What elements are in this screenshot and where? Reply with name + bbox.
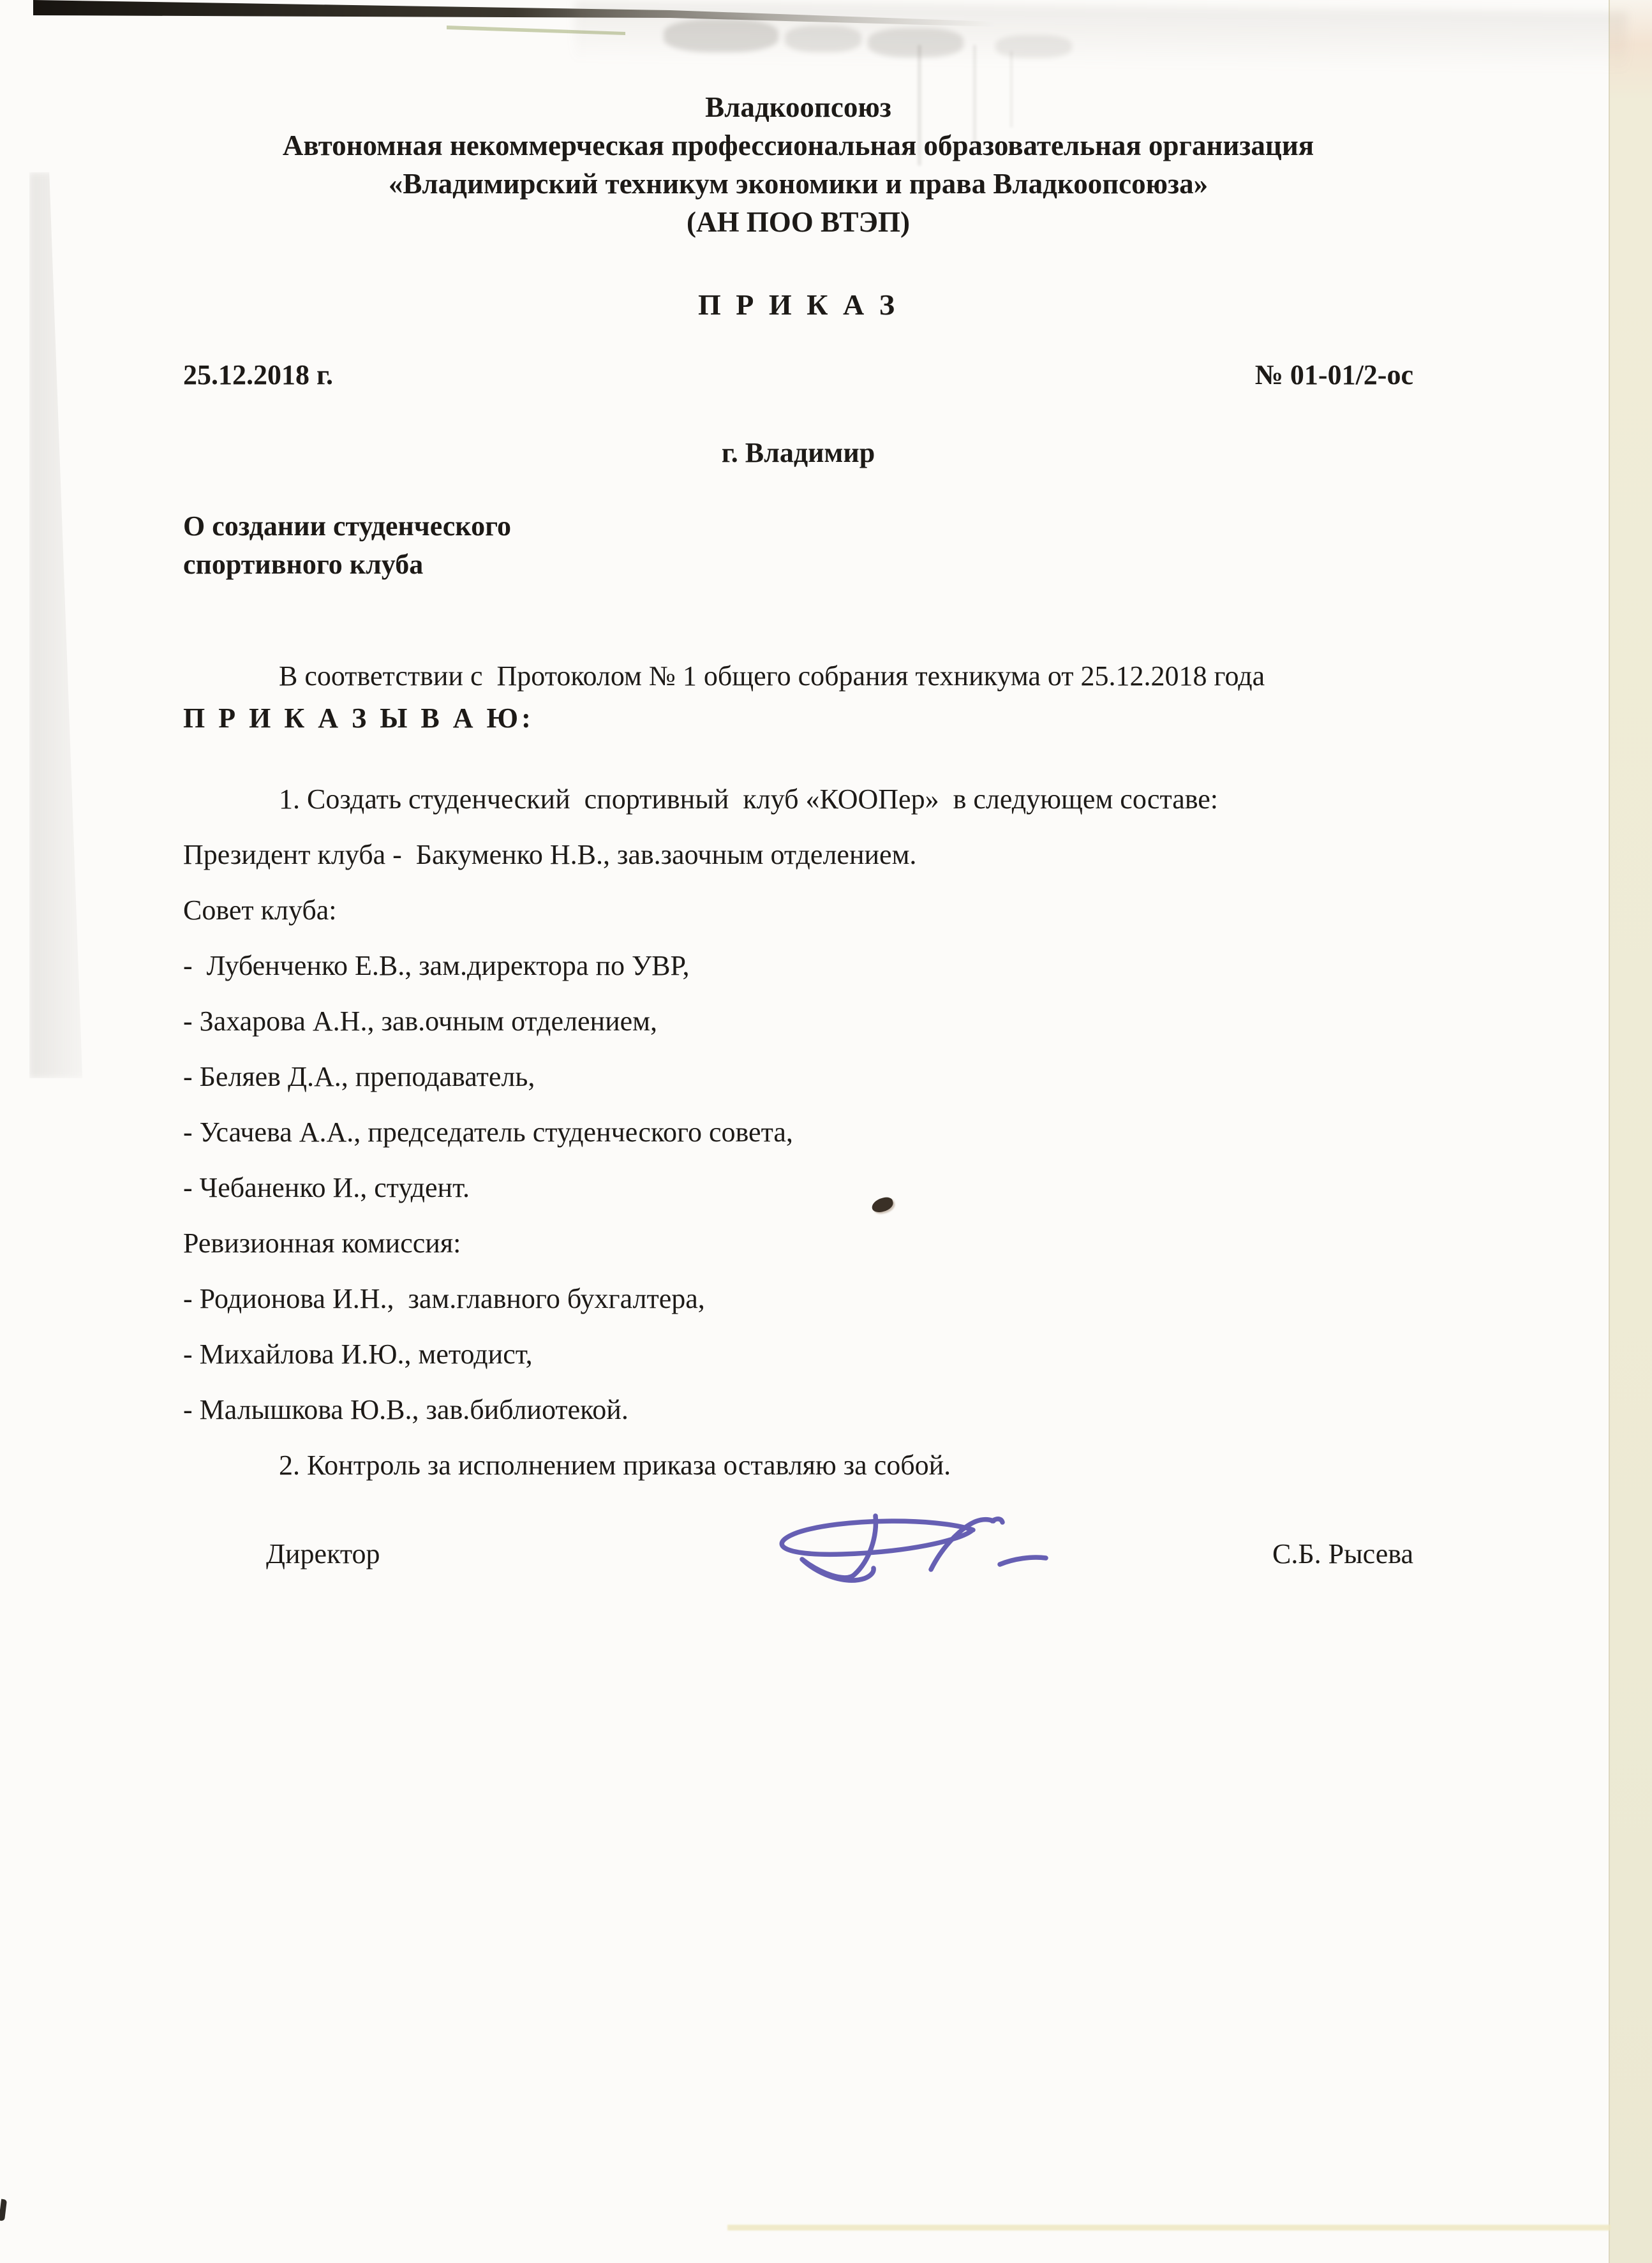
order-item-2: 2. Контроль за исполнением приказа оставляю за собой. bbox=[279, 1450, 951, 1481]
director-signature bbox=[743, 1511, 1075, 1658]
list-line: - Чебаненко И., студент. bbox=[183, 1172, 470, 1203]
scan-bottom-edge bbox=[727, 2225, 1611, 2230]
list-line-council-header: Совет клуба: bbox=[183, 894, 337, 926]
list-line: - Лубенченко Е.В., зам.директора по УВР, bbox=[183, 950, 690, 981]
org-header bbox=[183, 88, 1413, 241]
list-line: - Малышкова Ю.В., зав.библиотекой. bbox=[183, 1394, 629, 1425]
city-line: г. Владимир bbox=[721, 437, 875, 468]
scan-edge-strip bbox=[1609, 0, 1652, 2263]
director-label: Директор bbox=[266, 1538, 380, 1569]
org-name-line-1: Владкоопсоюз bbox=[705, 91, 891, 123]
order-items bbox=[183, 771, 1413, 1493]
subject-line-2: спортивного клуба bbox=[183, 549, 424, 580]
list-line: - Михайлова И.Ю., методист, bbox=[183, 1339, 533, 1370]
preamble-line: В соответствии с Протоколом № 1 общего собрания техникума от 25.12.2018 года bbox=[279, 660, 1265, 692]
order-date: 25.12.2018 г. bbox=[183, 359, 334, 390]
scan-bottom-mark bbox=[0, 2199, 7, 2222]
document-content bbox=[183, 0, 1413, 1573]
org-name-line-2: Автономная некоммерческая профессиональная образовательная организация bbox=[282, 130, 1314, 161]
subject-block bbox=[183, 507, 1413, 584]
preamble-block bbox=[183, 655, 1413, 739]
list-line: - Захарова А.Н., зав.очным отделением, bbox=[183, 1005, 658, 1037]
list-line: - Усачева А.А., председатель студенческого совета, bbox=[183, 1117, 793, 1148]
director-name: С.Б. Рысева bbox=[1272, 1538, 1413, 1569]
date-number-row bbox=[183, 356, 1413, 394]
order-number: № 01-01/2-ос bbox=[1254, 359, 1413, 390]
order-item-1: 1. Создать студенческий спортивный клуб «КООПер» в следующем составе: bbox=[279, 783, 1219, 815]
subject-line-1: О создании студенческого bbox=[183, 510, 511, 542]
list-line: - Беляев Д.А., преподаватель, bbox=[183, 1061, 535, 1092]
org-name-line-3: «Владимирский техникум экономики и права Владкоопсоюза» bbox=[388, 168, 1209, 200]
scan-left-shadow bbox=[29, 172, 112, 1078]
list-line-commission-header: Ревизионная комиссия: bbox=[183, 1228, 461, 1259]
org-name-line-4: (АН ПОО ВТЭП) bbox=[687, 206, 910, 238]
order-verb: П Р И К А З Ы В А Ю: bbox=[183, 702, 534, 734]
list-line-president: Президент клуба - Бакуменко Н.В., зав.заочным отделением. bbox=[183, 839, 917, 870]
list-line: - Родионова И.Н., зам.главного бухгалтера, bbox=[183, 1283, 705, 1314]
order-title: П Р И К А З bbox=[697, 288, 898, 321]
